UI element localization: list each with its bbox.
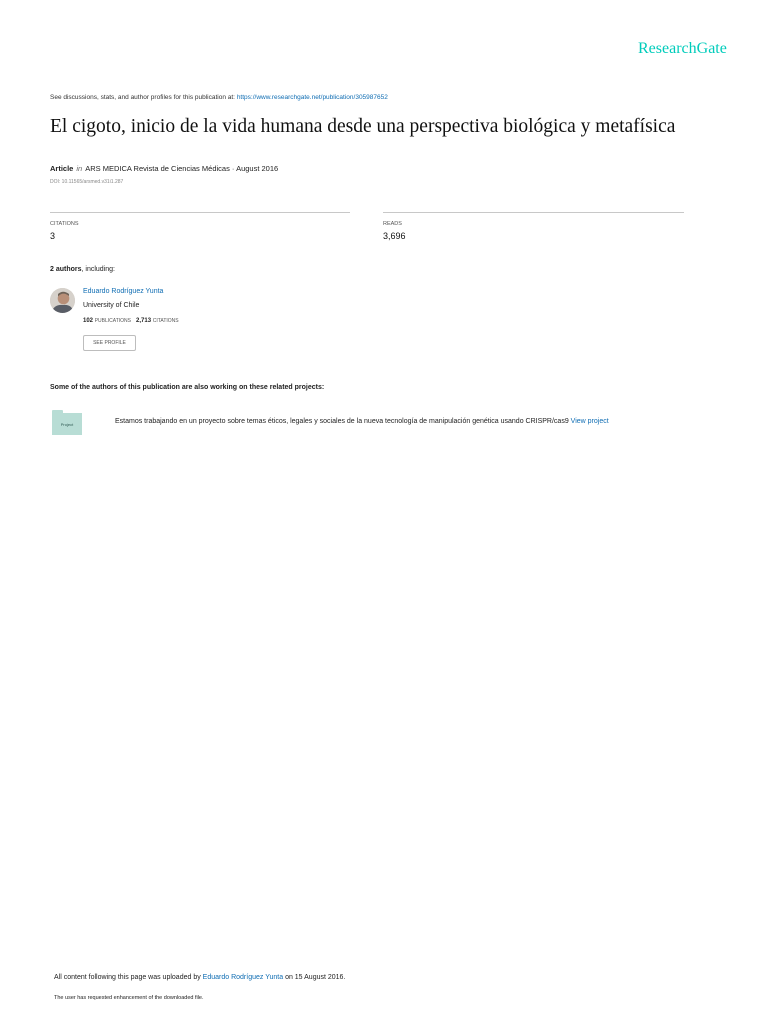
uploader-link[interactable]: Eduardo Rodríguez Yunta <box>202 974 284 981</box>
upload-suffix: on 15 August 2016. <box>285 974 346 981</box>
researchgate-logo[interactable]: ResearchGate <box>638 40 727 57</box>
related-projects-heading: Some of the authors of this publication are also working on these related projects: <box>50 384 325 391</box>
authors-suffix: , including: <box>81 266 115 273</box>
author-publications-label: PUBLICATIONS <box>94 318 131 324</box>
publication-meta <box>50 164 278 173</box>
related-project <box>115 418 609 425</box>
reads-divider <box>383 212 684 213</box>
author-citations-label: CITATIONS <box>152 318 179 324</box>
upload-note <box>54 974 345 981</box>
publication-type: Article <box>50 164 74 173</box>
journal-name: ARS MEDICA Revista de Ciencias Médicas · August 2016 <box>85 164 279 173</box>
publication-title: El cigoto, inicio de la vida humana desde una perspectiva biológica y metafísica <box>50 116 676 137</box>
doi-text: DOI: 10.11565/arsmed.v31i1.287 <box>50 179 124 185</box>
view-project-link[interactable]: View project <box>570 418 609 425</box>
enhancement-note: The user has requested enhancement of the downloaded file. <box>54 995 204 1001</box>
intro-line <box>50 94 388 101</box>
intro-prefix: See discussions, stats, and author profiles for this publication at: <box>50 94 235 101</box>
author-stats <box>83 318 179 324</box>
see-profile-button[interactable]: SEE PROFILE <box>83 335 136 351</box>
publication-url-link[interactable]: https://www.researchgate.net/publication/305987652 <box>236 94 388 101</box>
author-name-link[interactable]: Eduardo Rodríguez Yunta <box>83 288 164 295</box>
citations-divider <box>50 212 350 213</box>
upload-prefix: All content following this page was uploaded by <box>54 974 201 981</box>
folder-body <box>52 413 82 435</box>
project-folder-icon[interactable] <box>52 410 82 435</box>
in-label: in <box>76 164 83 173</box>
author-affiliation: University of Chile <box>83 302 140 309</box>
author-avatar[interactable] <box>50 288 75 313</box>
citations-value: 3 <box>50 231 56 241</box>
authors-count: 2 authors <box>50 266 82 273</box>
reads-label: READS <box>383 221 402 227</box>
citations-label: CITATIONS <box>50 221 79 227</box>
author-publications-count: 102 <box>83 318 94 324</box>
author-citations-count: 2,713 <box>136 318 152 324</box>
project-icon-label: Project <box>60 421 74 427</box>
reads-value: 3,696 <box>383 231 406 241</box>
project-description: Estamos trabajando en un proyecto sobre temas éticos, legales y sociales de la nueva tecnología de manipulación genética usando CRISPR/cas9 <box>115 418 569 425</box>
author-photo-icon <box>50 288 75 313</box>
authors-heading <box>50 266 115 273</box>
